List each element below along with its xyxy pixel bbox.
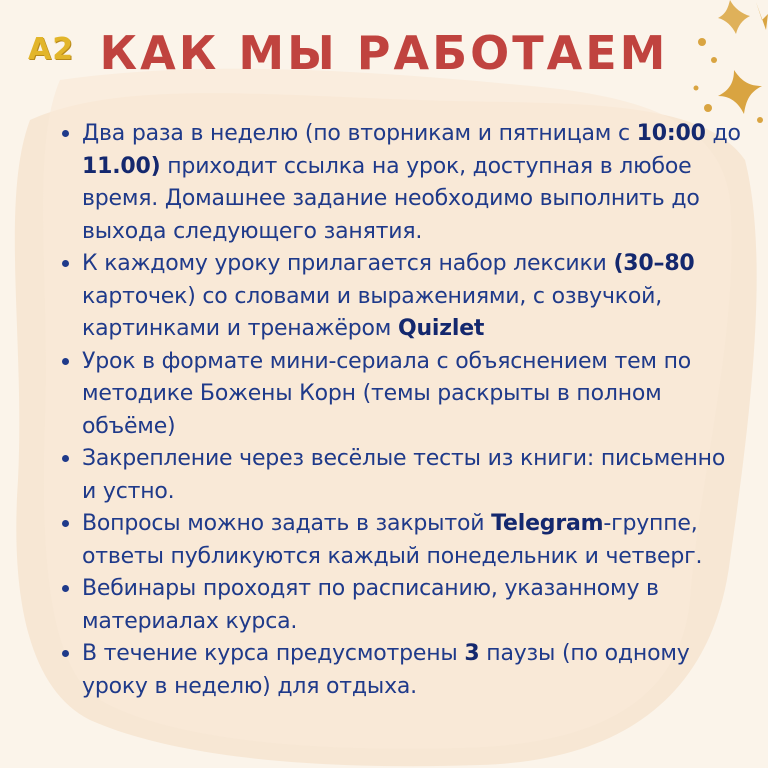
page-title: КАК МЫ РАБОТАЕМ bbox=[99, 26, 669, 80]
bullet-icon bbox=[62, 130, 69, 137]
bullet-icon bbox=[62, 358, 69, 365]
level-badge: A2 bbox=[28, 32, 75, 67]
list-item bbox=[56, 248, 746, 346]
feature-list bbox=[56, 118, 746, 703]
list-item bbox=[56, 346, 746, 444]
list-item bbox=[56, 118, 746, 248]
list-item-text: К каждому уроку прилагается набор лексики (30–80 карточек) со словами и выражениями, с озвучкой, картинками и тренажёром Quizlet bbox=[82, 251, 695, 341]
list-item-text: Два раза в неделю (по вторникам и пятницам с 10:00 до 11.00) приходит ссылка на урок, доступная в любое время. Домашнее задание необходимо выполнить до выхода следующего занятия. bbox=[82, 121, 741, 244]
bullet-icon bbox=[62, 650, 69, 657]
bullet-icon bbox=[62, 260, 69, 267]
bullet-icon bbox=[62, 455, 69, 462]
list-item-text: Урок в формате мини-сериала с объяснением тем по методике Божены Корн (темы раскрыты в полном объёме) bbox=[82, 348, 692, 439]
list-item bbox=[56, 573, 746, 638]
bullet-icon bbox=[62, 585, 69, 592]
bullet-icon bbox=[62, 520, 69, 527]
list-item bbox=[56, 443, 746, 508]
list-item-text: Закрепление через весёлые тесты из книги: письменно и устно. bbox=[82, 446, 726, 504]
list-item-text: В течение курса предусмотрены 3 паузы (по одному уроку в неделю) для отдыха. bbox=[82, 641, 690, 699]
list-item-text: Вебинары проходят по расписанию, указанному в материалах курса. bbox=[82, 576, 659, 634]
dot-decoration-icon bbox=[698, 38, 706, 46]
list-item bbox=[56, 508, 746, 573]
list-item bbox=[56, 638, 746, 703]
list-item-text: Вопросы можно задать в закрытой Telegram-группе, ответы публикуются каждый понедельник и четверг. bbox=[82, 511, 703, 569]
